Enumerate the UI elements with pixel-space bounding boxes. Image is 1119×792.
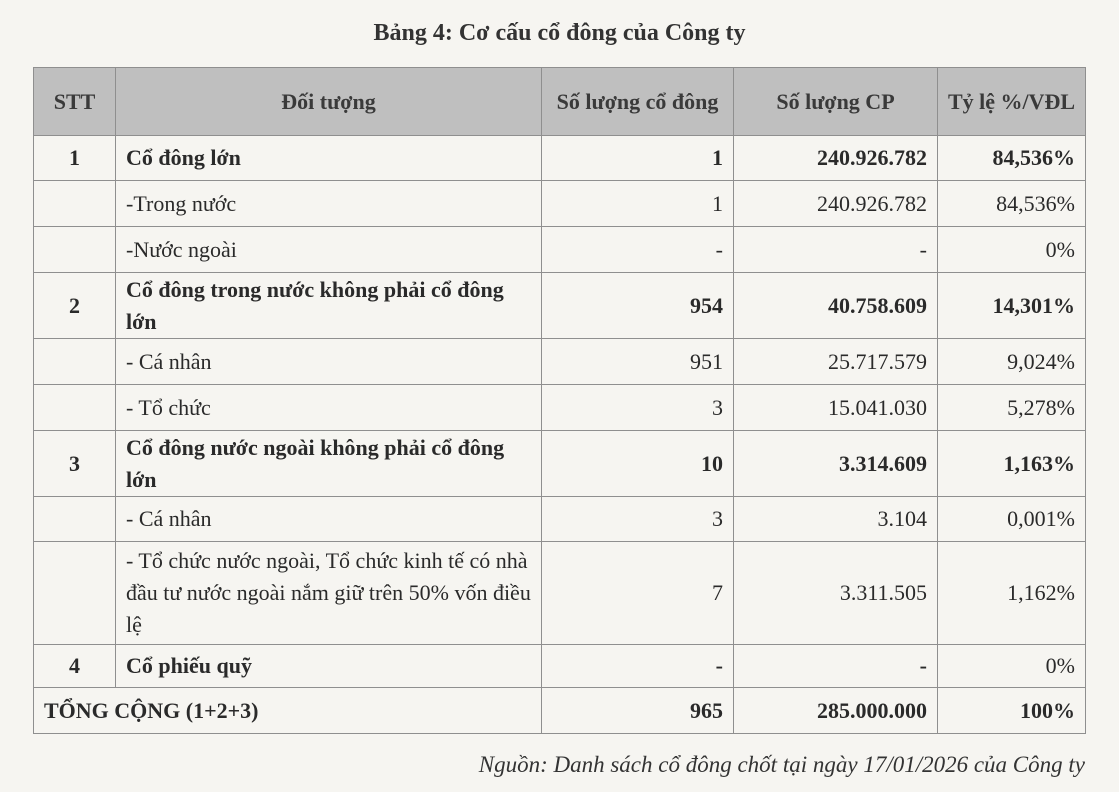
cell-ty-le: 9,024% [938, 339, 1086, 385]
table-row [34, 542, 1086, 645]
cell-doi-tuong: - Cá nhân [116, 497, 542, 542]
cell-so-co-dong: 10 [542, 431, 734, 497]
cell-ty-le: 84,536% [938, 136, 1086, 181]
table-row [34, 136, 1086, 181]
cell-doi-tuong: Cổ phiếu quỹ [116, 645, 542, 688]
total-row [34, 688, 1086, 734]
cell-so-cp: - [734, 645, 938, 688]
header-ty-le: Tỷ lệ %/VĐL [938, 68, 1086, 136]
cell-stt [34, 542, 116, 645]
cell-so-cp: 15.041.030 [734, 385, 938, 431]
cell-ty-le: 14,301% [938, 273, 1086, 339]
cell-doi-tuong: -Nước ngoài [116, 227, 542, 273]
table-row [34, 181, 1086, 227]
table-row [34, 645, 1086, 688]
cell-so-cp: 240.926.782 [734, 136, 938, 181]
total-so-co-dong: 965 [542, 688, 734, 734]
cell-so-cp: 25.717.579 [734, 339, 938, 385]
cell-so-co-dong: 7 [542, 542, 734, 645]
cell-ty-le: 1,162% [938, 542, 1086, 645]
cell-doi-tuong: - Cá nhân [116, 339, 542, 385]
cell-ty-le: 0% [938, 227, 1086, 273]
cell-doi-tuong: - Tổ chức nước ngoài, Tổ chức kinh tế có nhà đầu tư nước ngoài nắm giữ trên 50% vốn điều lệ [116, 542, 542, 645]
shareholder-structure-table [33, 67, 1086, 734]
cell-stt: 3 [34, 431, 116, 497]
source-note: Nguồn: Danh sách cổ đông chốt tại ngày 17/01/2026 của Công ty [478, 752, 1085, 777]
cell-stt: 2 [34, 273, 116, 339]
cell-stt [34, 339, 116, 385]
table-row [34, 497, 1086, 542]
cell-stt [34, 497, 116, 542]
header-doi-tuong: Đối tượng [116, 68, 542, 136]
cell-so-co-dong: 1 [542, 181, 734, 227]
cell-so-co-dong: 3 [542, 385, 734, 431]
cell-ty-le: 0% [938, 645, 1086, 688]
header-stt: STT [34, 68, 116, 136]
cell-doi-tuong: Cổ đông nước ngoài không phải cổ đông lớn [116, 431, 542, 497]
header-so-luong-cp: Số lượng CP [734, 68, 938, 136]
cell-ty-le: 1,163% [938, 431, 1086, 497]
cell-stt [34, 181, 116, 227]
cell-doi-tuong: Cổ đông lớn [116, 136, 542, 181]
cell-ty-le: 0,001% [938, 497, 1086, 542]
cell-stt: 1 [34, 136, 116, 181]
cell-so-co-dong: 1 [542, 136, 734, 181]
cell-so-cp: 3.311.505 [734, 542, 938, 645]
cell-so-co-dong: 954 [542, 273, 734, 339]
cell-so-co-dong: - [542, 227, 734, 273]
cell-so-co-dong: 951 [542, 339, 734, 385]
total-ty-le: 100% [938, 688, 1086, 734]
cell-doi-tuong: - Tổ chức [116, 385, 542, 431]
table-title: Bảng 4: Cơ cấu cổ đông của Công ty [373, 20, 746, 46]
cell-so-cp: 40.758.609 [734, 273, 938, 339]
cell-stt: 4 [34, 645, 116, 688]
table-row [34, 431, 1086, 497]
cell-so-cp: 3.314.609 [734, 431, 938, 497]
cell-so-co-dong: - [542, 645, 734, 688]
cell-ty-le: 5,278% [938, 385, 1086, 431]
table-row [34, 385, 1086, 431]
cell-so-co-dong: 3 [542, 497, 734, 542]
cell-so-cp: 3.104 [734, 497, 938, 542]
cell-ty-le: 84,536% [938, 181, 1086, 227]
cell-stt [34, 385, 116, 431]
header-so-luong-co-dong: Số lượng cổ đông [542, 68, 734, 136]
cell-stt [34, 227, 116, 273]
table-row [34, 227, 1086, 273]
cell-doi-tuong: Cổ đông trong nước không phải cổ đông lớn [116, 273, 542, 339]
cell-so-cp: - [734, 227, 938, 273]
cell-so-cp: 240.926.782 [734, 181, 938, 227]
cell-doi-tuong: -Trong nước [116, 181, 542, 227]
header-row [34, 68, 1086, 136]
table-row [34, 339, 1086, 385]
total-so-cp: 285.000.000 [734, 688, 938, 734]
total-label: TỔNG CỘNG (1+2+3) [34, 688, 542, 734]
table-row [34, 273, 1086, 339]
